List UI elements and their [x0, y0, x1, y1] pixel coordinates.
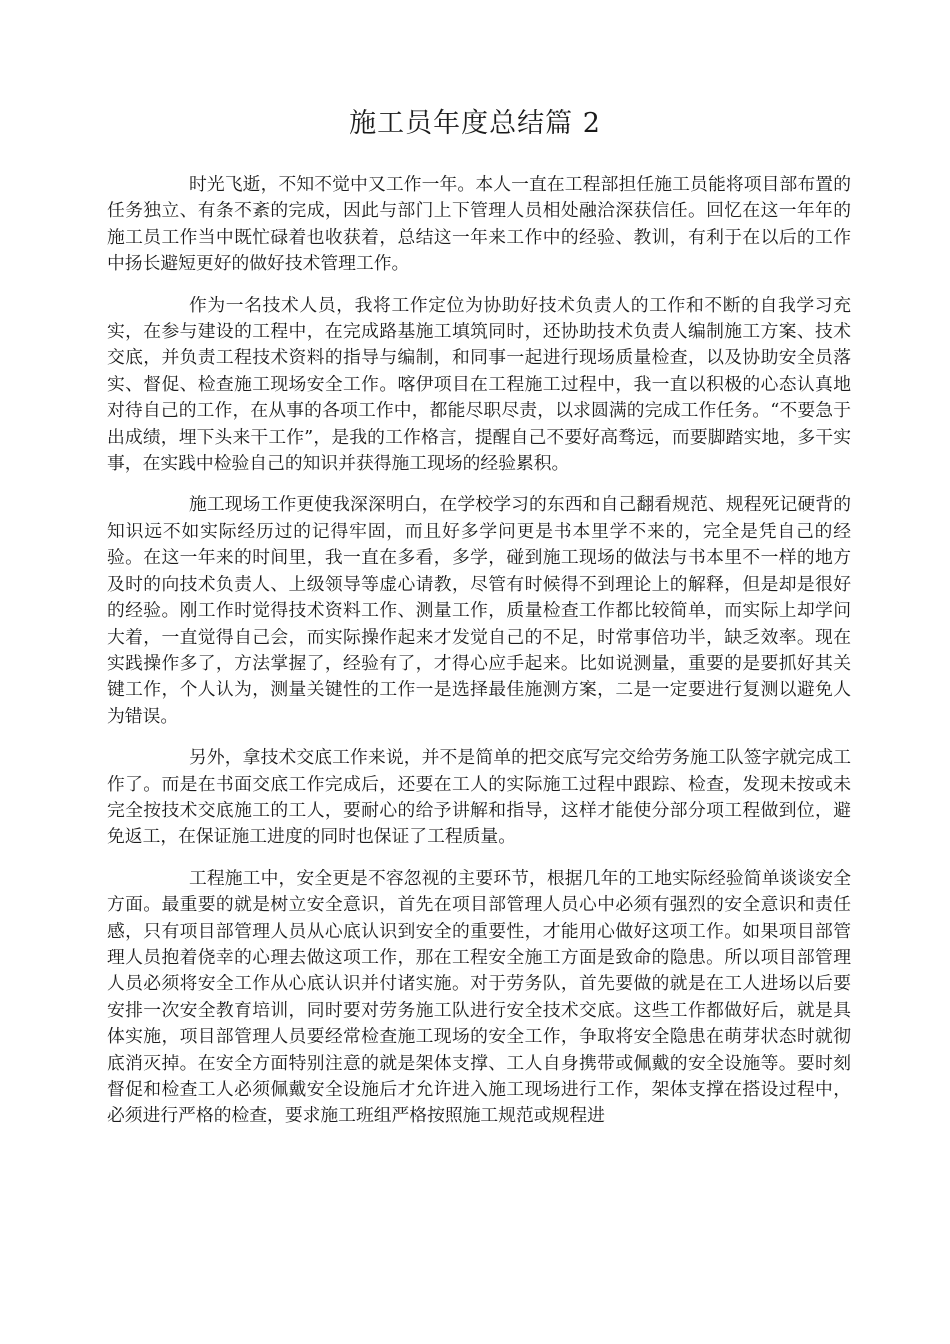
paragraph-3: 施工现场工作更使我深深明白，在学校学习的东西和自己翻看规范、规程死记硬背的知识远不如实际经历过的记得牢固，而且好多学问更是书本里学不来的，完全是凭自己的经验。在这一年来的时间里，我一直在多看，多学，碰到施工现场的做法与书本里不一样的地方及时的向技术负责人、上级领导等虚心请教，尽管有时候得不到理论上的解释，但是却是很好的经验。刚工作时觉得技术资料工作、测量工作，质量检查工作都比较简单，而实际上却学问大着，一直觉得自己会，而实际操作起来才发觉自己的不足，时常事倍功半，缺乏效率。现在实践操作多了，方法掌握了，经验有了，才得心应手起来。比如说测量，重要的是要抓好其关键工作，个人认为，测量关键性的工作一是选择最佳施测方案，二是一定要进行复测以避免人为错误。: [107, 494, 851, 727]
paragraph-2: 作为一名技术人员，我将工作定位为协助好技术负责人的工作和不断的自我学习充实，在参与建设的工程中，在完成路基施工填筑同时，还协助技术负责人编制施工方案、技术交底，并负责工程技术资料的指导与编制，和同事一起进行现场质量检查，以及协助安全员落实、督促、检查施工现场安全工作。喀伊项目在工程施工过程中，我一直以积极的心态认真地对待自己的工作，在从事的各项工作中，都能尽职尽责，以求圆满的完成工作任务。“不要急于出成绩，埋下头来干工作”，是我的工作格言，提醒自己不要好高骛远，而要脚踏实地，多干实事，在实践中检验自己的知识并获得施工现场的经验累积。: [107, 294, 851, 475]
paragraph-5: 工程施工中，安全更是不容忽视的主要环节，根据几年的工地实际经验简单谈谈安全方面。最重要的就是树立安全意识，首先在项目部管理人员心中必须有强烈的安全意识和责任感，只有项目部管理人员从心底认识到安全的重要性，才能用心做好这项工作。如果项目部管理人员抱着侥幸的心理去做这项工作，那在工程安全施工方面是致命的隐患。所以项目部管理人员必须将安全工作从心底认识并付诸实施。对于劳务队，首先要做的就是在工人进场以后要安排一次安全教育培训，同时要对劳务施工队进行安全技术交底。这些工作都做好后，就是具体实施，项目部管理人员要经常检查施工现场的安全工作，争取将安全隐患在萌芽状态时就彻底消灭掉。在安全方面特别注意的就是架体支撑、工人自身携带或佩戴的安全设施等。要时刻督促和检查工人必须佩戴安全设施后才允许进入施工现场进行工作，架体支撑在搭设过程中，必须进行严格的检查，要求施工班组严格按照施工规范或规程进: [107, 867, 851, 1127]
paragraph-1: 时光飞逝，不知不觉中又工作一年。本人一直在工程部担任施工员能将项目部布置的任务独立、有条不紊的完成，因此与部门上下管理人员相处融洽深获信任。回忆在这一年年的施工员工作当中既忙碌着也收获着，总结这一年来工作中的经验、教训，有利于在以后的工作中扬长避短更好的做好技术管理工作。: [107, 174, 851, 275]
document-title: 施工员年度总结篇 2: [349, 108, 601, 139]
document-body: [107, 172, 851, 1145]
paragraph-4: 另外，拿技术交底工作来说，并不是简单的把交底写完交给劳务施工队签字就完成工作了。而是在书面交底工作完成后，还要在工人的实际施工过程中跟踪、检查，发现未按或未完全按技术交底施工的工人，要耐心的给予讲解和指导，这样才能使分部分项工程做到位，避免返工，在保证施工进度的同时也保证了工程质量。: [107, 747, 851, 848]
